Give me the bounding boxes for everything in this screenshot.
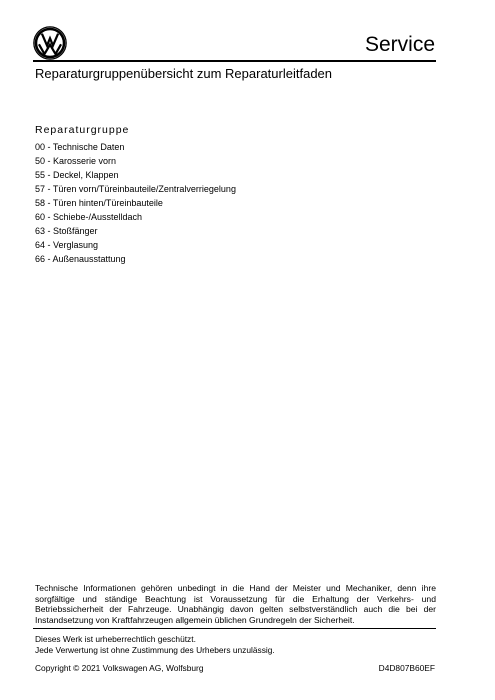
repair-group-item[interactable]: 58 - Türen hinten/Türeinbauteile — [35, 198, 163, 208]
document-title: Reparaturgruppenübersicht zum Reparaturleitfaden — [35, 66, 333, 81]
repair-group-item[interactable]: 64 - Verglasung — [35, 240, 99, 250]
repair-group-item[interactable]: 55 - Deckel, Klappen — [35, 170, 119, 180]
footer-divider — [33, 628, 436, 629]
repair-group-item[interactable]: 57 - Türen vorn/Türeinbauteile/Zentralverriegelung — [35, 184, 236, 194]
copyright-notice — [35, 634, 275, 656]
repair-group-item[interactable]: 66 - Außenausstattung — [35, 254, 126, 264]
copyright-text: Copyright © 2021 Volkswagen AG, Wolfsburg — [35, 663, 204, 673]
repair-group-item[interactable]: 00 - Technische Daten — [35, 142, 125, 152]
copyright-line-1: Dieses Werk ist urheberrechtlich geschützt. — [35, 634, 196, 644]
repair-group-heading: Reparaturgruppe — [35, 124, 130, 136]
service-label: Service — [364, 33, 435, 56]
copyright-line-2: Jede Verwertung ist ohne Zustimmung des Urhebers unzulässig. — [35, 645, 275, 655]
header-divider — [33, 60, 436, 62]
safety-notice: Technische Informationen gehören unbedingt in die Hand der Meister und Mechaniker, denn ihre sorgfältige und ständige Beachtung ist Voraussetzung für die Erhaltung der Verkehrs- und Betriebssicherheit der Fahrzeuge. Unabhängig davon gelten selbstverständlich auch die bei der Instandsetzung von Kraftfahrzeugen allgemein üblichen Grundregeln der Sicherheit. — [35, 583, 436, 625]
document-code: D4D807B60EF — [378, 663, 435, 673]
repair-group-list — [35, 140, 236, 266]
vw-logo-icon — [33, 26, 67, 60]
repair-group-item[interactable]: 50 - Karosserie vorn — [35, 156, 117, 166]
repair-group-item[interactable]: 63 - Stoßfänger — [35, 226, 98, 236]
repair-group-item[interactable]: 60 - Schiebe-/Ausstelldach — [35, 212, 143, 222]
